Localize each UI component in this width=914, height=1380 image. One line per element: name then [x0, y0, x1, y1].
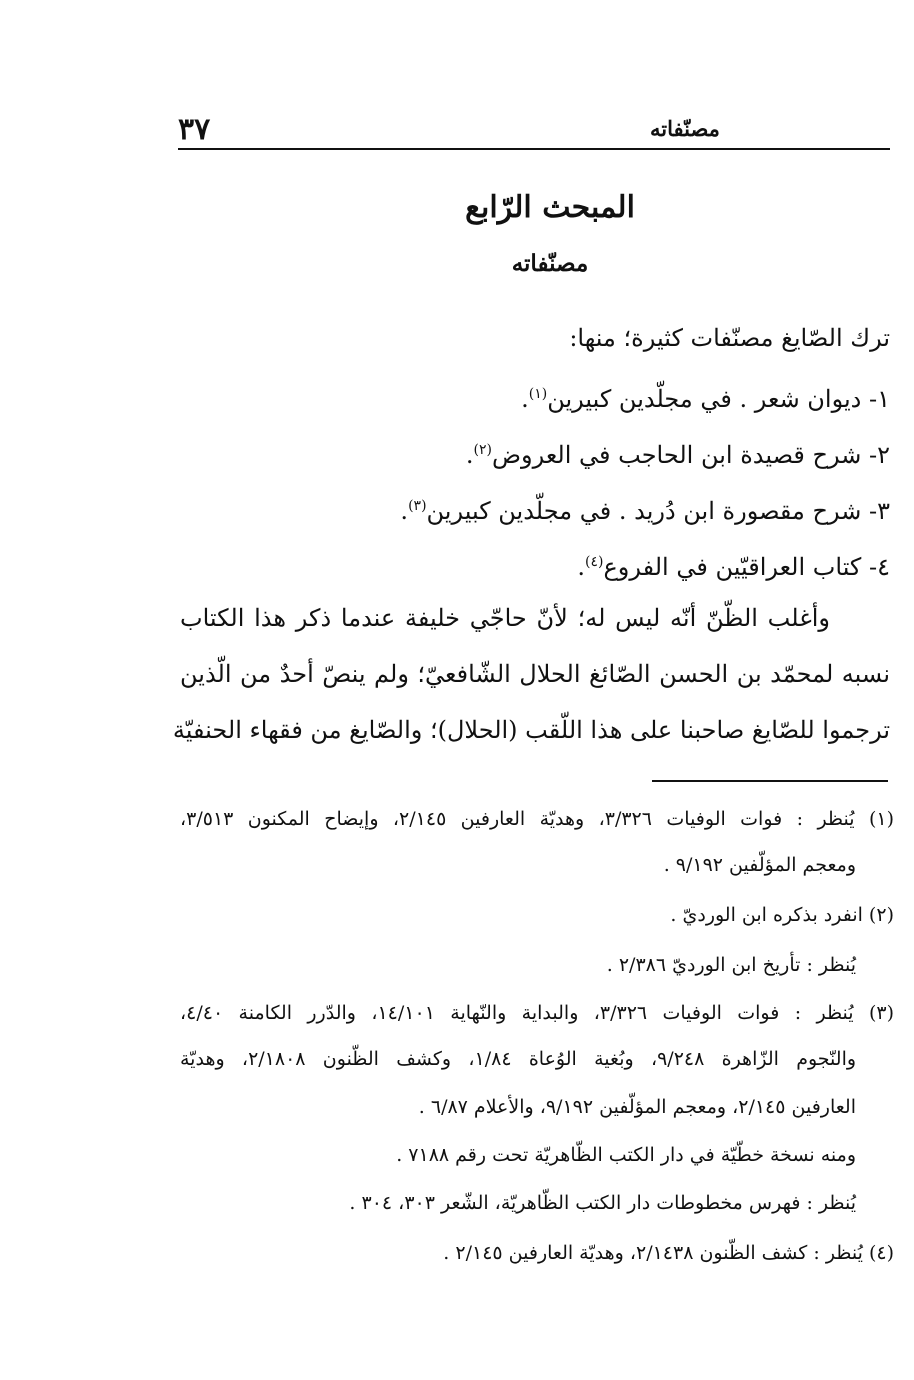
list-item-text: ٢- شرح قصيدة ابن الحاجب في العروض [491, 441, 890, 469]
paragraph-line: ترجموا للصّايغ صاحبنا على هذا اللّقب (الحلال)؛ والصّايغ من فقهاء الحنفيّة [172, 716, 890, 744]
running-header [178, 108, 890, 150]
section-subtitle: مصنّفاته [511, 250, 589, 277]
list-item-end: . [577, 553, 585, 581]
list-item [400, 488, 890, 529]
list-item-end: . [465, 441, 474, 469]
header-title: مصنّفاته [650, 116, 720, 141]
list-item [577, 544, 890, 585]
paragraph-line: وأغلب الظّنّ أنّه ليس له؛ لأنّ حاجّي خليفة عندما ذكر هذا الكتاب [180, 604, 830, 632]
list-item-end: . [400, 497, 409, 525]
list-item [521, 376, 890, 417]
footnote-line: ومعجم المؤلّفين ٩/١٩٢ . [663, 854, 856, 876]
section-title: المبحث الرّابع [465, 190, 635, 225]
footnote-line: (٢) انفرد بذكره ابن الورديّ . [670, 904, 894, 926]
intro-line: ترك الصّايغ مصنّفات كثيرة؛ منها: [569, 324, 890, 352]
footnote-line: (٣) يُنظر : فوات الوفيات ٣/٣٢٦، والبداية والنّهاية ١٤/١٠١، والدّرر الكامنة ٤/٤٠، [180, 1002, 895, 1024]
footnote-ref[interactable]: (١) [528, 386, 548, 402]
footnote-line: يُنظر : فهرس مخطوطات دار الكتب الظّاهريّة، الشّعر ٣٠٣، ٣٠٤ . [349, 1192, 856, 1214]
footnote-ref[interactable]: (٣) [408, 498, 427, 514]
list-item-text: ٤- كتاب العراقيّين في الفروع [603, 553, 890, 581]
footnote-ref[interactable]: (٤) [584, 554, 604, 570]
footnote-line: (١) يُنظر : فوات الوفيات ٣/٣٢٦، وهديّة العارفين ٢/١٤٥، وإيضاح المكنون ٣/٥١٣، [180, 808, 894, 830]
page-number: ٣٧ [178, 112, 211, 147]
footnote-line: العارفين ٢/١٤٥، ومعجم المؤلّفين ٩/١٩٢، والأعلام ٦/٨٧ . [418, 1096, 856, 1118]
footnote-line: (٤) يُنظر : كشف الظّنون ٢/١٤٣٨، وهديّة العارفين ٢/١٤٥ . [443, 1242, 894, 1264]
list-item-text: ٣- شرح مقصورة ابن دُريد . في مجلّدين كبيرين [426, 497, 890, 525]
footnote-divider [652, 780, 888, 782]
list-item-text: ١- ديوان شعر . في مجلّدين كبيرين [547, 385, 890, 413]
paragraph-line: نسبه لمحمّد بن الحسن الصّائغ الحلال الشّافعيّ؛ ولم ينصّ أحدٌ من الّذين [180, 660, 891, 688]
footnote-line: يُنظر : تأريخ ابن الورديّ ٢/٣٨٦ . [606, 954, 856, 976]
footnote-line: ومنه نسخة خطّيّة في دار الكتب الظّاهريّة تحت رقم ٧١٨٨ . [396, 1144, 856, 1166]
footnote-line: والنّجوم الزّاهرة ٩/٢٤٨، وبُغية الوُعاة ١/٨٤، وكشف الظّنون ٢/١٨٠٨، وهديّة [180, 1048, 857, 1070]
list-item [466, 432, 890, 473]
footnote-ref[interactable]: (٢) [473, 442, 492, 458]
list-item-end: . [521, 385, 529, 413]
